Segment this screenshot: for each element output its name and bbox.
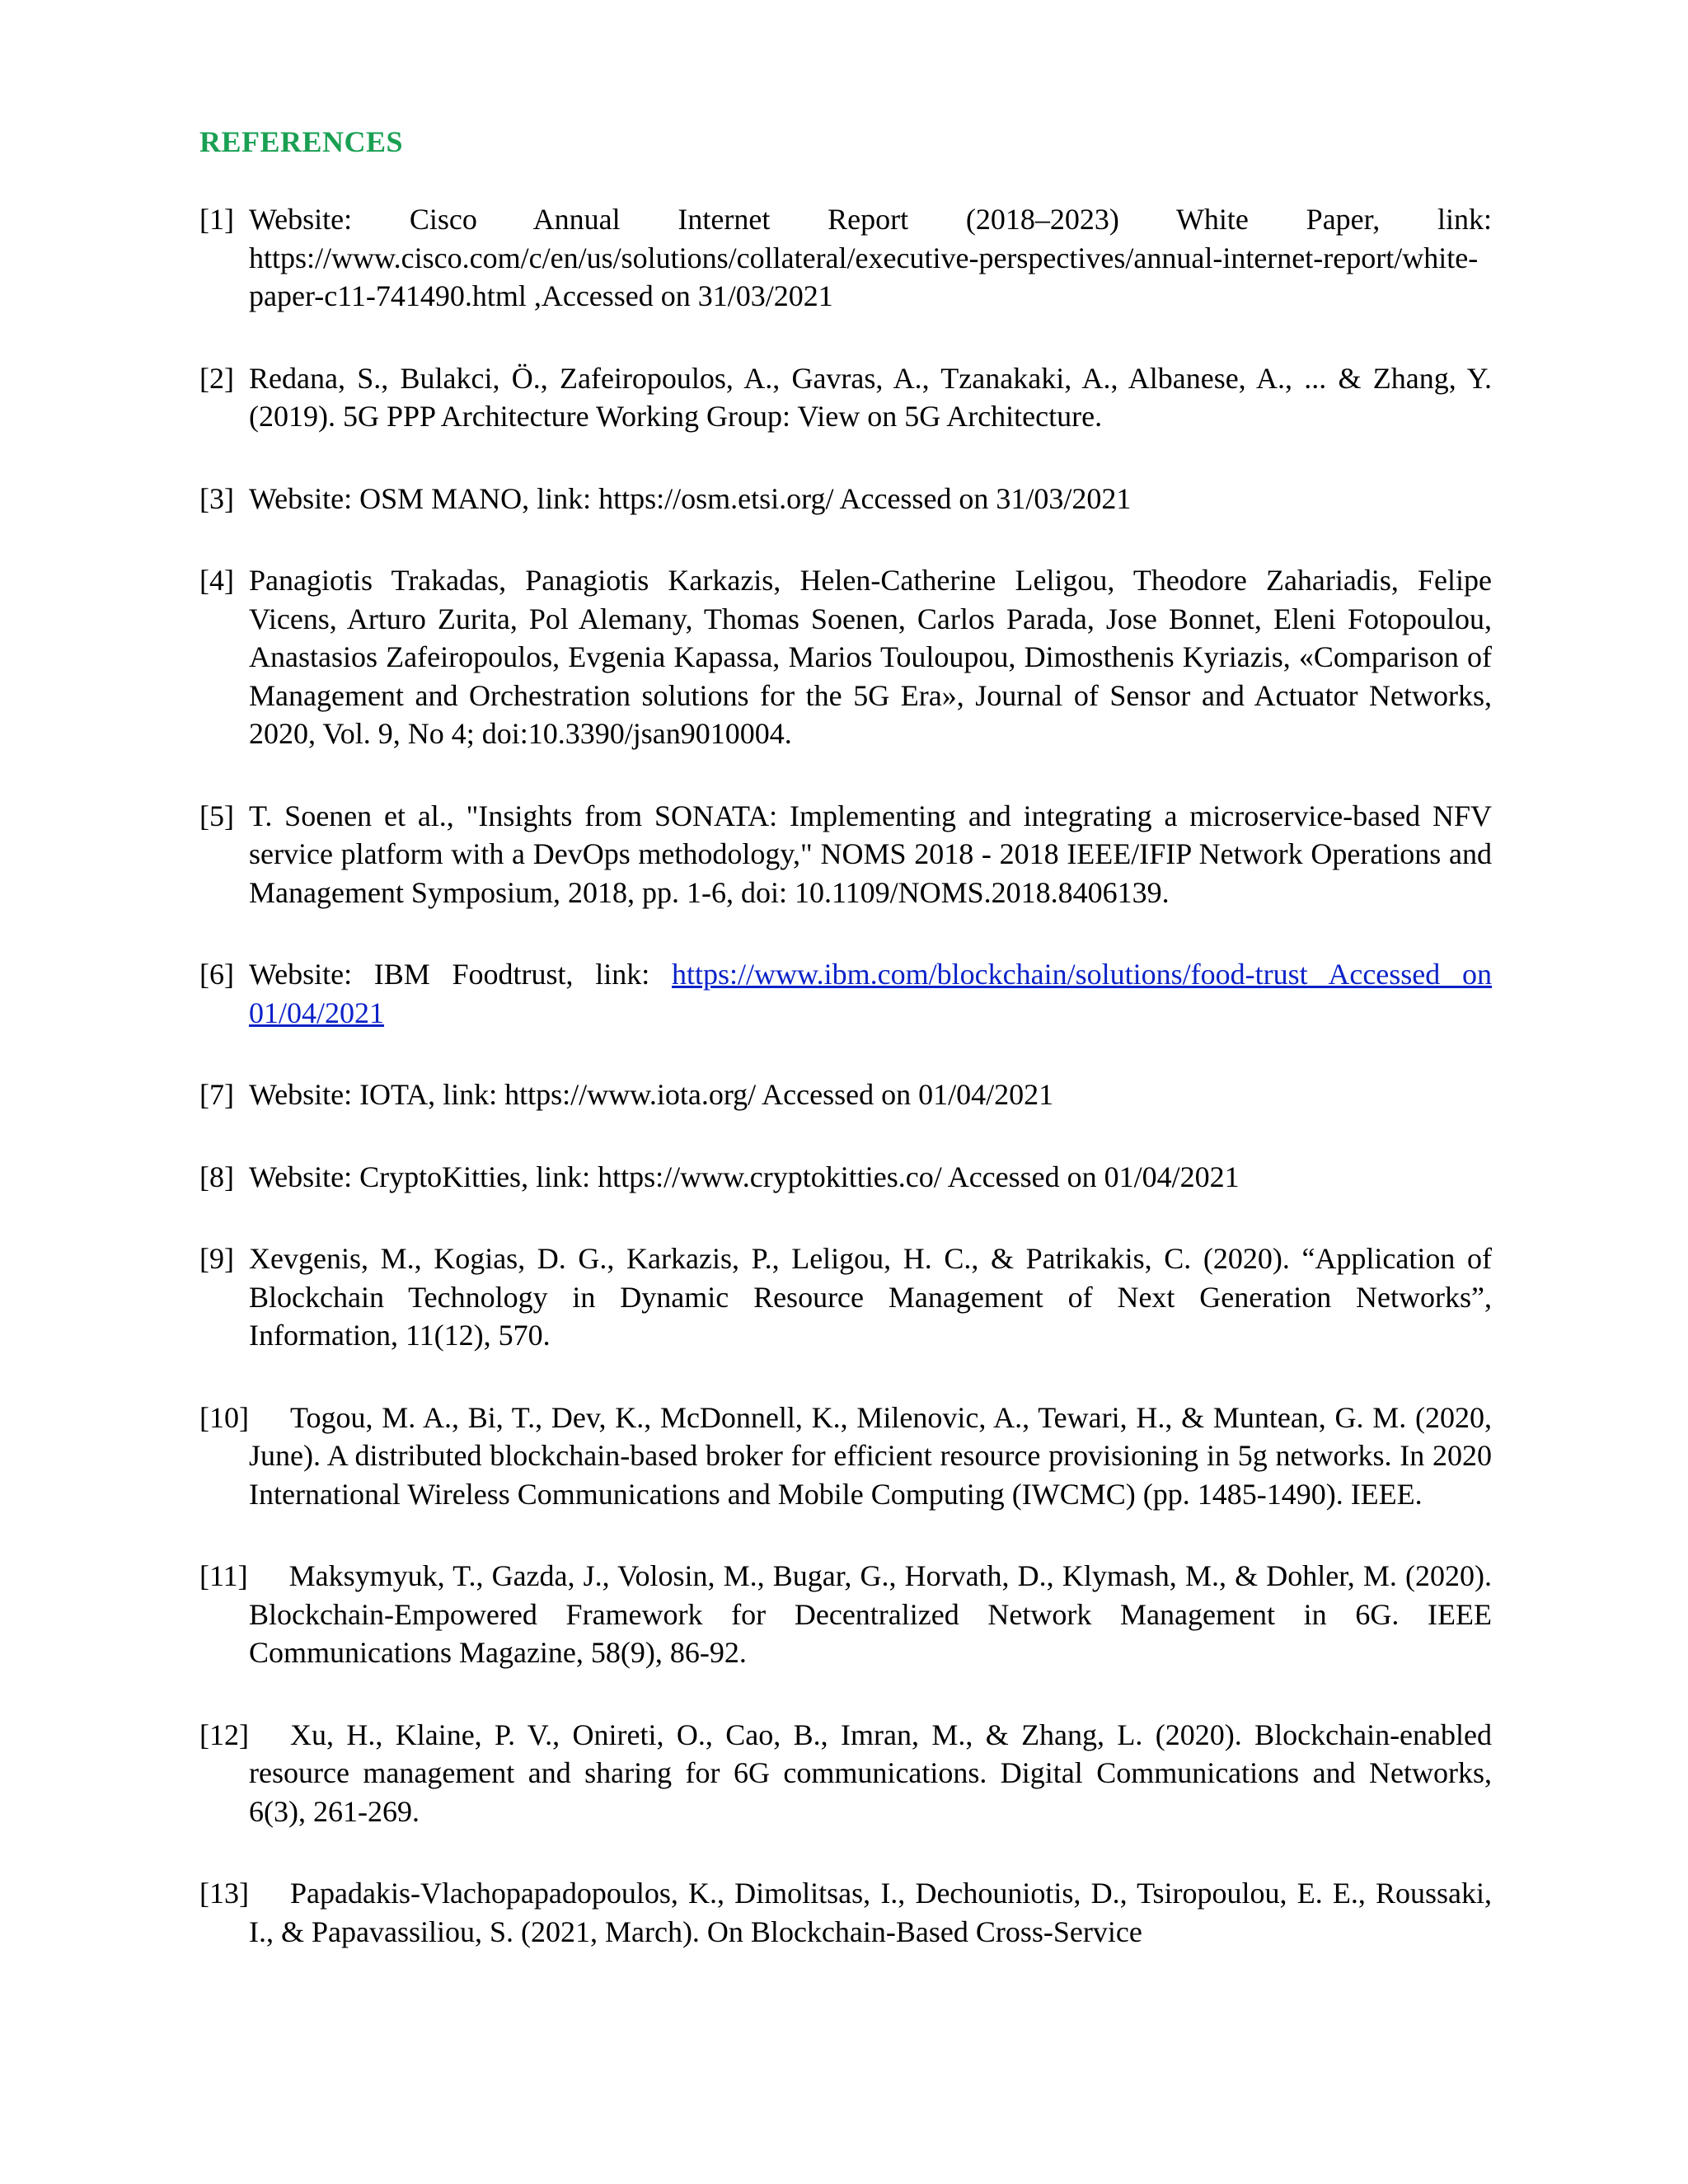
- reference-number: [13]: [199, 1877, 249, 1910]
- reference-item-13: [199, 1874, 1492, 1951]
- reference-number: [3]: [199, 481, 234, 515]
- reference-number: [6]: [199, 958, 234, 991]
- reference-text: Papadakis-Vlachopapadopoulos, K., Dimolitsas, I., Dechouniotis, D., Tsiropoulou, E. E., Roussaki, I., & Papavassiliou, S. (2021, March). On Blockchain-Based Cross-Service: [249, 1877, 1492, 1948]
- reference-text: Website: IOTA, link: https://www.iota.org/ Accessed on 01/04/2021: [249, 1078, 1054, 1111]
- reference-link[interactable]: https://www.ibm.com/blockchain/solutions/food-trust Accessed on 01/04/2021: [249, 958, 1492, 1029]
- reference-item-10: [199, 1399, 1492, 1514]
- reference-number: [9]: [199, 1242, 234, 1275]
- reference-text: Xu, H., Klaine, P. V., Onireti, O., Cao, B., Imran, M., & Zhang, L. (2020). Blockchain-enabled resource management and sharing for 6G communications. Digital Communications and Networks, 6(3), 261-269.: [249, 1718, 1492, 1828]
- reference-item-9: [199, 1240, 1492, 1355]
- reference-text: Website: IBM Foodtrust, link:: [249, 958, 672, 991]
- reference-number: [2]: [199, 361, 234, 395]
- reference-number: [5]: [199, 799, 234, 832]
- reference-number: [10]: [199, 1400, 249, 1434]
- reference-number: [12]: [199, 1718, 249, 1751]
- reference-number: [7]: [199, 1078, 234, 1111]
- reference-item-12: [199, 1716, 1492, 1831]
- reference-text: Website: Cisco Annual Internet Report (2018–2023) White Paper, link: https://www.cisco.com/c/en/us/solutions/collateral/executive-perspectives/annual-internet-report/white-paper-c11-741490.html ,Accessed on 31/03/2021: [249, 203, 1492, 312]
- reference-item-1: [199, 200, 1492, 316]
- reference-text: Togou, M. A., Bi, T., Dev, K., McDonnell, K., Milenovic, A., Tewari, H., & Muntean, G. M. (2020, June). A distributed blockchain-based broker for efficient resource provisioning in 5g networks. In 2020 International Wireless Communications and Mobile Computing (IWCMC) (pp. 1485-1490). IEEE.: [249, 1400, 1492, 1511]
- reference-text: Website: CryptoKitties, link: https://www.cryptokitties.co/ Accessed on 01/04/2021: [249, 1160, 1240, 1193]
- reference-number: [11]: [199, 1559, 248, 1592]
- reference-number: [1]: [199, 203, 234, 236]
- reference-text: Redana, S., Bulakci, Ö., Zafeiropoulos, A., Gavras, A., Tzanakaki, A., Albanese, A., ... & Zhang, Y. (2019). 5G PPP Architecture Working Group: View on 5G Architecture.: [249, 361, 1492, 433]
- reference-item-5: [199, 797, 1492, 912]
- reference-text: Maksymyuk, T., Gazda, J., Volosin, M., Bugar, G., Horvath, D., Klymash, M., & Dohler, M. (2020). Blockchain-Empowered Framework for Decentralized Network Management in 6G. IEEE Communications Magazine, 58(9), 86-92.: [249, 1559, 1492, 1669]
- references-heading: REFERENCES: [199, 125, 404, 158]
- reference-item-7: [199, 1076, 1492, 1114]
- reference-item-2: [199, 359, 1492, 436]
- reference-item-6: [199, 955, 1492, 1032]
- reference-item-8: [199, 1158, 1492, 1197]
- reference-text: Website: OSM MANO, link: https://osm.etsi.org/ Accessed on 31/03/2021: [249, 481, 1132, 515]
- reference-text: T. Soenen et al., "Insights from SONATA: Implementing and integrating a microservice-based NFV service platform with a DevOps methodology," NOMS 2018 - 2018 IEEE/IFIP Network Operations and Management Symposium, 2018, pp. 1-6, doi: 10.1109/NOMS.2018.8406139.: [249, 799, 1492, 909]
- reference-item-3: [199, 480, 1492, 518]
- reference-number: [8]: [199, 1160, 234, 1193]
- reference-list: [199, 200, 1492, 1994]
- reference-item-4: [199, 561, 1492, 753]
- reference-item-11: [199, 1557, 1492, 1672]
- reference-number: [4]: [199, 564, 234, 597]
- reference-text: Xevgenis, M., Kogias, D. G., Karkazis, P., Leligou, H. C., & Patrikakis, C. (2020). “Application of Blockchain Technology in Dynamic Resource Management of Next Generation Networks”, Information, 11(12), 570.: [249, 1242, 1492, 1352]
- reference-text: Panagiotis Trakadas, Panagiotis Karkazis, Helen-Catherine Leligou, Theodore Zahariadis, Felipe Vicens, Arturo Zurita, Pol Alemany, Thomas Soenen, Carlos Parada, Jose Bonnet, Eleni Fotopoulou, Anastasios Zafeiropoulos, Evgenia Kapassa, Marios Touloupou, Dimosthenis Kyriazis, «Comparison of Management and Orchestration solutions for the 5G Era», Journal of Sensor and Actuator Networks, 2020, Vol. 9, No 4; doi:10.3390/jsan9010004.: [249, 564, 1492, 750]
